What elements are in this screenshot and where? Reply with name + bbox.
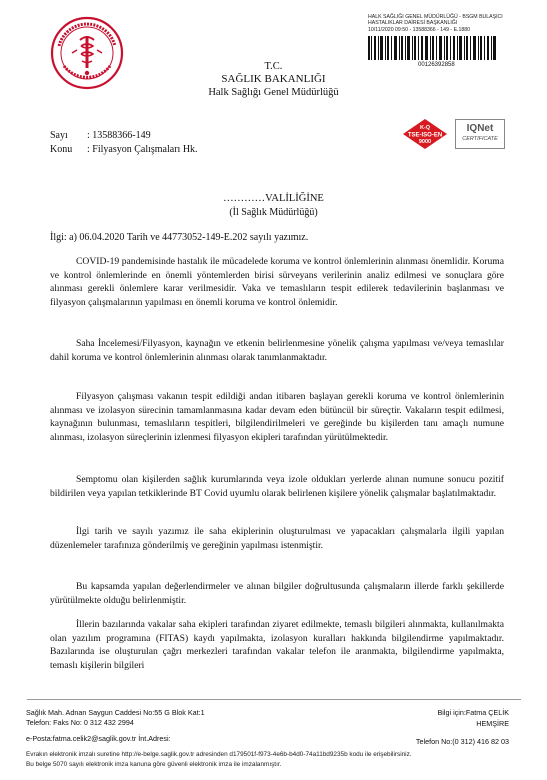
registry-stamp bbox=[368, 14, 503, 33]
tse-certificate-icon bbox=[402, 118, 448, 150]
tse-top-text: K-Q bbox=[419, 125, 431, 131]
footer-contact-phone: Telefon No:(0 312) 416 82 03 bbox=[415, 737, 509, 746]
footer-email: e-Posta:fatma.celik2@saglik.gov.tr İnt.Adresi: bbox=[26, 734, 171, 743]
esign-notice: Bu belge 5070 sayılı elektronik imza kanuna göre güvenli elektronik imza ile imzalanmıştır. bbox=[26, 761, 282, 768]
paragraph-3: Filyasyon çalışması vakanın tespit edildiği andan itibaren başlayan gerekli koruma ve kontrol önlemlerinin alınması ve izolasyon sürecinin tamamlanmasına kadar devam eden bütüncül bir süreçtir. Vakaların tespit edilmesi, kaynağının bulunması, temaslıların tespitleri, bilgilendirilmeleri ve gereğinde bu kişilerden tanı amaçlı numune alınması, izolasyon süreçlerinin izlenmesi filyasyon ekipleri tarafından yürütülmektedir. bbox=[50, 391, 504, 443]
stamp-line-3: 10/11/2020 09:50 - 13588366 - 149 - E.1880 bbox=[368, 26, 471, 33]
addressee-title: …………VALİLİĞİNE bbox=[223, 193, 324, 204]
footer-contact-name: Bilgi için:Fatma ÇELİK bbox=[437, 708, 509, 717]
footer-phone: Telefon: Faks No: 0 312 432 2994 bbox=[26, 718, 134, 727]
esign-verification: Evrakın elektronik imzalı suretine http://e-belge.saglik.gov.tr adresinden d179501f-f973-4e6b-b4d0-74a11bd9235b kodu ile erişebilirsiniz. bbox=[26, 751, 412, 758]
konu-label: Konu bbox=[50, 144, 73, 155]
konu-row bbox=[50, 144, 198, 155]
header-tc: T.C. bbox=[264, 61, 283, 72]
header-directorate: Halk Sağlığı Genel Müdürlüğü bbox=[208, 87, 339, 98]
iqnet-name: IQNet bbox=[466, 123, 494, 134]
reference-line: İlgi: a) 06.04.2020 Tarih ve 44773052-149-E.202 sayılı yazımız. bbox=[50, 232, 309, 243]
paragraph-7: İllerin bazılarında vakalar saha ekipleri tarafından ziyaret edilmekte, temaslı bilgileri alınmakta, kullanılmakta olan yazılım programına (FITAS) kaydı yapılmakta, izolasyon kuralları hakkında bilgilendirme yapılmaktadır. Bazılarında ise oluşturulan çağrı merkezleri tarafından vakalar telefon ile aranmakta, bilgilendirme yapılmakta, temaslı kişilerin bilgileri bbox=[50, 619, 504, 671]
paragraph-1: COVID-19 pandemisinde hastalık ile mücadelede koruma ve kontrol önlemlerinin alınması önemlidir. Koruma ve kontrol önlemlerinde en önemli yöntemlerden birisi sürveyans verilerinin analiz edilmesi ve sonuçlara göre alınması gerekli önlemlere karar verilmesidir. Vaka ve temaslıların tespit edilerek tedavilerinin başlanması ve filyasyon çalışmalarının yapılması en önemli koruma ve kontrol önlemidir. bbox=[50, 256, 504, 308]
footer-address: Sağlık Mah. Adnan Saygun Caddesi No:55 G Blok Kat:1 bbox=[26, 708, 205, 717]
iqnet-certificate-badge bbox=[455, 119, 505, 149]
footer-contact-title: HEMŞİRE bbox=[476, 719, 509, 728]
addressee-subtitle: (İl Sağlık Müdürlüğü) bbox=[229, 207, 318, 218]
sayi-label: Sayı bbox=[50, 130, 68, 141]
iqnet-sub: CERTIFICATE bbox=[462, 136, 498, 142]
header-ministry: SAĞLIK BAKANLIĞI bbox=[221, 73, 326, 85]
konu-value: : Filyasyon Çalışmaları Hk. bbox=[87, 144, 198, 155]
paragraph-4: Semptomu olan kişilerden sağlık kurumlarında veya izole oldukları yerlerde alınan numune sonucu pozitif bildirilen veya yapılan tetkiklerinde BT Covid uyumlu olarak belirlenen kişilere yönelik çalışmalar başlatılmaktadır. bbox=[50, 474, 504, 499]
barcode bbox=[368, 36, 496, 60]
paragraph-5: İlgi tarih ve sayılı yazımız ile saha ekiplerinin oluşturulması ve yapacakları çalışmalarla ilgili yapılan düzenlemeler tarafınıza gönderilmiş ve gereğinin yapılması istenmiştir. bbox=[50, 526, 504, 551]
barcode-number: 00126392858 bbox=[418, 62, 455, 68]
sayi-value: : 13588366-149 bbox=[87, 130, 151, 141]
sayi-row bbox=[50, 130, 151, 141]
paragraph-2: Saha İncelemesi/Filyasyon, kaynağın ve etkenin belirlenmesine yönelik çalışma yapılması ve/veya temaslılar dahil koruma ve kontrol önlemlerinin alınması olarak tanımlanmaktadır. bbox=[50, 338, 504, 363]
paragraph-6: Bu kapsamda yapılan değerlendirmeler ve alınan bilgiler doğrultusunda çalışmaların illerde farklı şekillerde yürütülmekte olduğu belirlenmiştir. bbox=[50, 581, 504, 606]
stamp-line-2: HASTALIKLAR DAİRESİ BAŞKANLIĞI bbox=[368, 20, 458, 27]
tse-num-text: 9000 bbox=[418, 139, 432, 145]
stamp-line-1: HALK SAĞLIĞI GENEL MÜDÜRLÜĞÜ - BSGM BULAŞICI bbox=[368, 14, 503, 20]
footer-divider bbox=[27, 699, 521, 700]
tse-mid-text: TSE-ISO-EN bbox=[407, 132, 443, 139]
